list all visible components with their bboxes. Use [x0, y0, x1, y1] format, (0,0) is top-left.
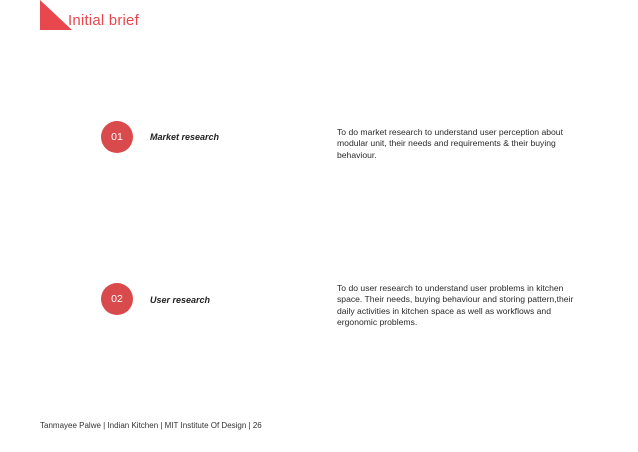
item-title: User research [150, 295, 211, 305]
item-title: Market research [150, 132, 220, 142]
item-description: To do market research to understand user perception about modular unit, their needs and requirements & their buying behaviour. [337, 127, 563, 160]
page-title: Initial brief [68, 12, 139, 29]
item-number-badge: 02 [101, 283, 133, 315]
item-number-badge: 01 [101, 121, 133, 153]
footer-credit: Tanmayee Palwe | Indian Kitchen | MIT Institute Of Design | 26 [40, 421, 262, 430]
item-description: To do user research to understand user problems in kitchen space. Their needs, buying behaviour and storing pattern,their daily activities in kitchen space as well as workflows and ergonomic problems. [337, 283, 574, 328]
